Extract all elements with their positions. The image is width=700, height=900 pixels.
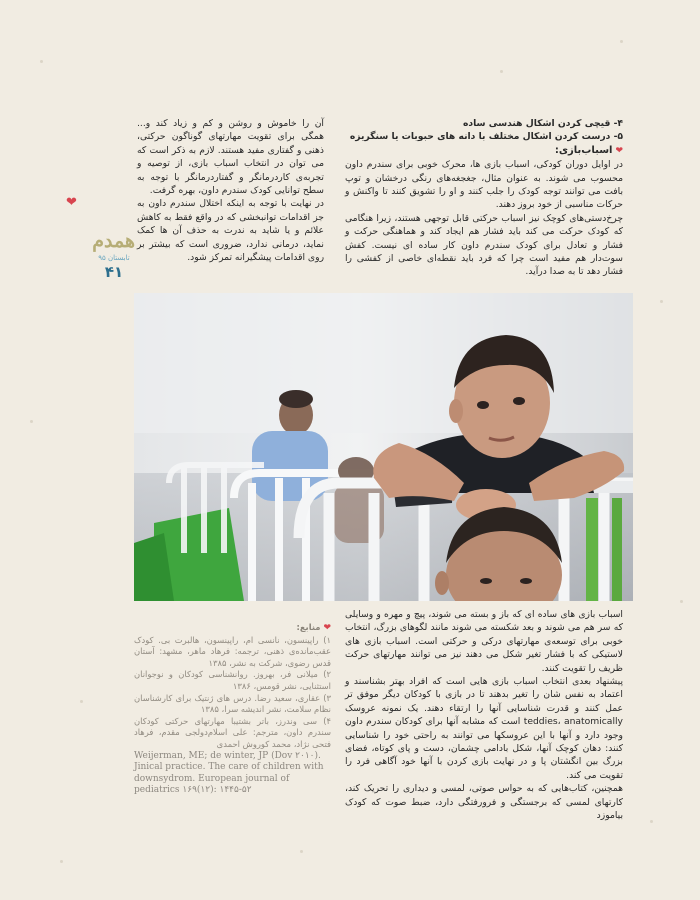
- sources-list: [134, 622, 331, 797]
- issue-season: تابستان ۹۵: [98, 254, 130, 262]
- heart-icon: ❤: [615, 145, 623, 156]
- paragraph: چرخ‌دستی‌های کوچک نیز اسباب حرکتی قابل توجهی هستند، زیرا هنگامی که کودک حرکت می کند باید فشار هم ایجاد کند و هماهنگی حرکت و فشار و تعادل برای کودک سندرم داون کار ساده ای نیست. کفش سوت‌دار هم مفید است چرا که فرد باید نقطه‌ای خاصی از کفشی را فشار دهد تا به صدا درآید.: [345, 212, 623, 278]
- list-item-4: ۴- قیچی کردن اشکال هندسی ساده: [462, 118, 623, 129]
- paragraph: اسباب بازی های ساده ای که باز و بسته می شوند، پیچ و مهره و وسایلی که سر هم می شوند و بعد شکسته می شوند مانند لگوهای بزرگ، انتخاب خوبی برای توسعه‌ی مهارتهای درکی و حرکتی است. اسباب بازی های لاستیکی که با فشار تغیر شکل می دهند نیز می توانند مهارتهای حرکت ظریف را تقویت کنند.: [345, 609, 623, 674]
- paragraph: آن را خاموش و روشن و کم و زیاد کند و... همگی برای تقویت مهارتهای گوناگون حرکتی، ذهنی و گفتاری مفید هستند. لازم به ذکر است که می توان در انتخاب اسباب بازی، از توصیه و تجربه‌ی کاردرمانگر و گفتاردرمانگر با توجه به سطح توانایی کودک سندرم داون، بهره گرفت.: [137, 118, 324, 197]
- section-heading-toys: ❤اسباب‌بازی:: [345, 144, 623, 158]
- sources-heading: ❤منابع:: [296, 622, 331, 633]
- source-item: ۳) عقاری، سعید رضا. درس های ژنتیک برای کارشناسان نظام سلامت، نشر اندیشه سرا، ۱۳۸۵: [134, 692, 331, 715]
- source-item-latin: Weijerman, ME; de winter, JP (Dov ۲۰۱۰). Jinical practice. The care of children with downsydrom. European journal of pediatrics ۱۶۹(۱۲): ۱۴۴۵-۵۲: [134, 750, 324, 796]
- left-column-top: [137, 117, 324, 264]
- magazine-logo: [66, 195, 135, 289]
- list-item-5: ۵- درست کردن اشکال مختلف با دانه های حبوبات یا سنگریزه: [349, 131, 623, 143]
- right-column-bottom: [345, 608, 623, 823]
- paragraph: در نهایت با توجه به اینکه اختلال سندرم داون به جز اقدامات توانبخشی که در واقع فقط به کاهش علائم و یا شاید به ندرت به حذف آن ها کمک نماید، درمانی ندارد، ضروری است که بیشتر بر روی اقدامات پیشگیرانه تمرکز شود.: [137, 198, 324, 264]
- paragraph: در اوایل دوران کودکی، اسباب بازی ها، محرک خوبی برای سندرم داون محسوب می شوند. به عنوان مثال، جغجغه‌های رنگی درخشان و توپ بافت می توانند توجه کودک را جلب کنند و او را تشویق کنند تا واکنش و حرکات مناسبی از خود بروز دهند.: [345, 159, 623, 211]
- heart-icon: ❤: [323, 623, 331, 633]
- source-item: ۲) میلانی فر، بهروز. روانشناسی کودکان و نوجوانان استثنایی، نشر قومس، ۱۳۸۶: [134, 669, 331, 691]
- paragraph: پیشنهاد بعدی انتخاب اسباب بازی هایی است که افراد بهتر بشناسند و اعتماد به نفس شان را تغیر بدهند تا در بازی با کودکان دیگر موفق تر عمل کنند و قدرت شناسایی آنها را ارتقاء دهند. یک نمونه عروسک teddies، anatomically است که مشابه آنها برای کودکان سندرم داون وجود دارد و آنها با این عروسکها می توانند به راحتی خود را شناسایی کنند: دهان کوچک آنها، شکل بادامی چشمان، دست و پای کوتاه، فضای بزرگ بین انگشتان پا و در نهایت بازی کردن با آنها خود آگاهی فرد را تقویت می کند.: [345, 676, 623, 781]
- paragraph: همچنین، کتاب‌هایی که به حواس صوتی، لمسی و دیداری را تحریک کند، کارتهای لمسی که برجستگی و فرورفتگی دارد، ضبط صوت که کودک بیاموزد: [345, 783, 623, 822]
- page-number: ۴۱: [104, 263, 124, 281]
- right-column-top: [345, 117, 623, 279]
- heart-icon: ❤: [66, 195, 77, 210]
- children-photo: [134, 293, 633, 601]
- source-item: ۱) راپینسون، نانسی ام، راپینسون، هالبرت بی. کودک عقب‌مانده‌ی ذهنی، ترجمه: فرهاد ماهر، مشهد: آستان قدس رضوی، شرکت به نشر، ۱۳۸۵: [134, 634, 331, 668]
- source-item: ۴) سی وندرز، باتر بشتیبا مهارتهای حرکتی کودکان سندرم داون، مترجم: علی اسلام‌دولجی مقدم، فرهاد فتحی نژاد، محمد کوروش احمدی: [134, 715, 331, 749]
- logo-word: همدم: [92, 230, 135, 252]
